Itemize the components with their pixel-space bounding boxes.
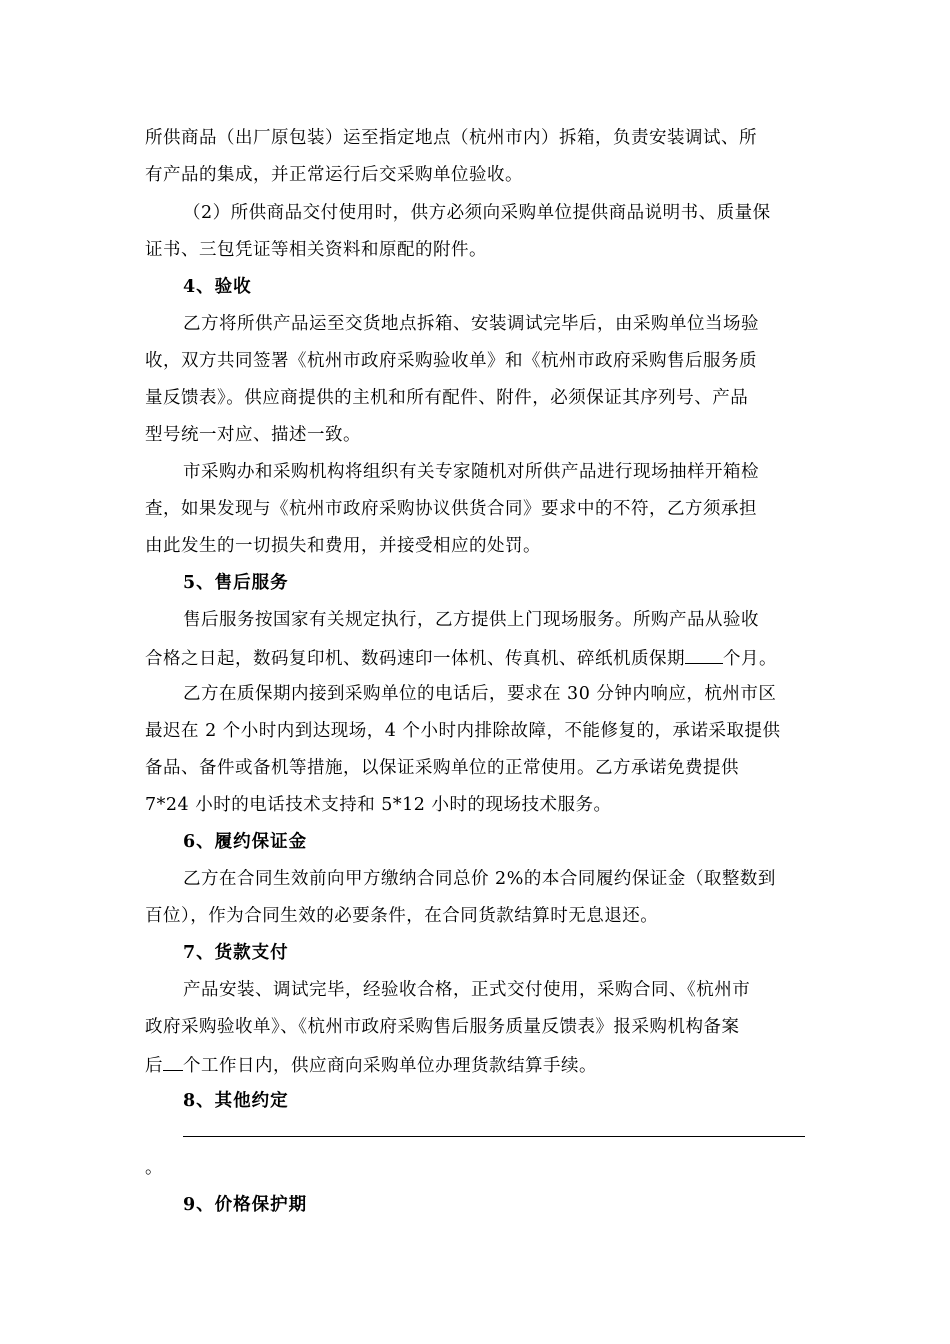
- section-heading-8: 8、其他约定: [183, 1091, 289, 1111]
- text-line-with-blank: [145, 1052, 597, 1078]
- section-heading-9: 9、价格保护期: [183, 1195, 308, 1215]
- text-line: 最迟在 2 个小时内到达现场，4 个小时内排除故障，不能修复的，承诺采取提供: [145, 721, 781, 741]
- text-line: （2）所供商品交付使用时，供方必须向采购单位提供商品说明书、质量保: [183, 203, 771, 223]
- section-heading-4: 4、验收: [183, 277, 252, 297]
- text-line: 所供商品（出厂原包装）运至指定地点（杭州市内）拆箱，负责安装调试、所: [145, 128, 757, 148]
- text-line: 备品、备件或备机等措施，以保证采购单位的正常使用。乙方承诺免费提供: [145, 758, 739, 778]
- section-heading-5: 5、售后服务: [183, 573, 289, 593]
- text-segment: 后: [145, 1056, 163, 1076]
- text-line: 市采购办和采购机构将组织有关专家随机对所供产品进行现场抽样开箱检: [183, 462, 759, 482]
- text-line: 。: [145, 1158, 163, 1178]
- text-line: 乙方在质保期内接到采购单位的电话后，要求在 30 分钟内响应，杭州市区: [183, 684, 777, 704]
- text-line: 售后服务按国家有关规定执行，乙方提供上门现场服务。所购产品从验收: [183, 610, 759, 630]
- text-segment: 个工作日内，供应商向采购单位办理货款结算手续。: [183, 1056, 597, 1076]
- text-line: 型号统一对应、描述一致。: [145, 425, 361, 445]
- text-line: 量反馈表》。供应商提供的主机和所有配件、附件，必须保证其序列号、产品: [145, 388, 749, 408]
- text-line: 查，如果发现与《杭州市政府采购协议供货合同》要求中的不符，乙方须承担: [145, 499, 757, 519]
- section-heading-6: 6、履约保证金: [183, 832, 308, 852]
- section-heading-7: 7、货款支付: [183, 943, 289, 963]
- text-line: 7*24 小时的电话技术支持和 5*12 小时的现场技术服务。: [145, 795, 612, 815]
- text-line: 乙方在合同生效前向甲方缴纳合同总价 2%的本合同履约保证金（取整数到: [183, 869, 776, 889]
- text-line: 产品安装、调试完毕，经验收合格，正式交付使用，采购合同、《杭州市: [183, 980, 751, 1000]
- text-segment: 个月。: [723, 649, 777, 669]
- text-line: 由此发生的一切损失和费用，并接受相应的处罚。: [145, 536, 541, 556]
- text-line: 百位），作为合同生效的必要条件，在合同货款结算时无息退还。: [145, 906, 659, 926]
- text-line: 政府采购验收单》、《杭州市政府采购售后服务质量反馈表》报采购机构备案: [145, 1017, 740, 1037]
- text-segment: 合格之日起，数码复印机、数码速印一体机、传真机、碎纸机质保期: [145, 649, 685, 669]
- text-line-with-blank: [145, 645, 777, 671]
- text-line: 有产品的集成，并正常运行后交采购单位验收。: [145, 165, 523, 185]
- fill-in-blank: [163, 1052, 183, 1071]
- fill-in-rule: [183, 1136, 805, 1137]
- fill-in-blank: [685, 645, 723, 664]
- text-line: 证书、三包凭证等相关资料和原配的附件。: [145, 240, 487, 260]
- text-line: 乙方将所供产品运至交货地点拆箱、安装调试完毕后，由采购单位当场验: [183, 314, 759, 334]
- text-line: 收，双方共同签署《杭州市政府采购验收单》和《杭州市政府采购售后服务质: [145, 351, 757, 371]
